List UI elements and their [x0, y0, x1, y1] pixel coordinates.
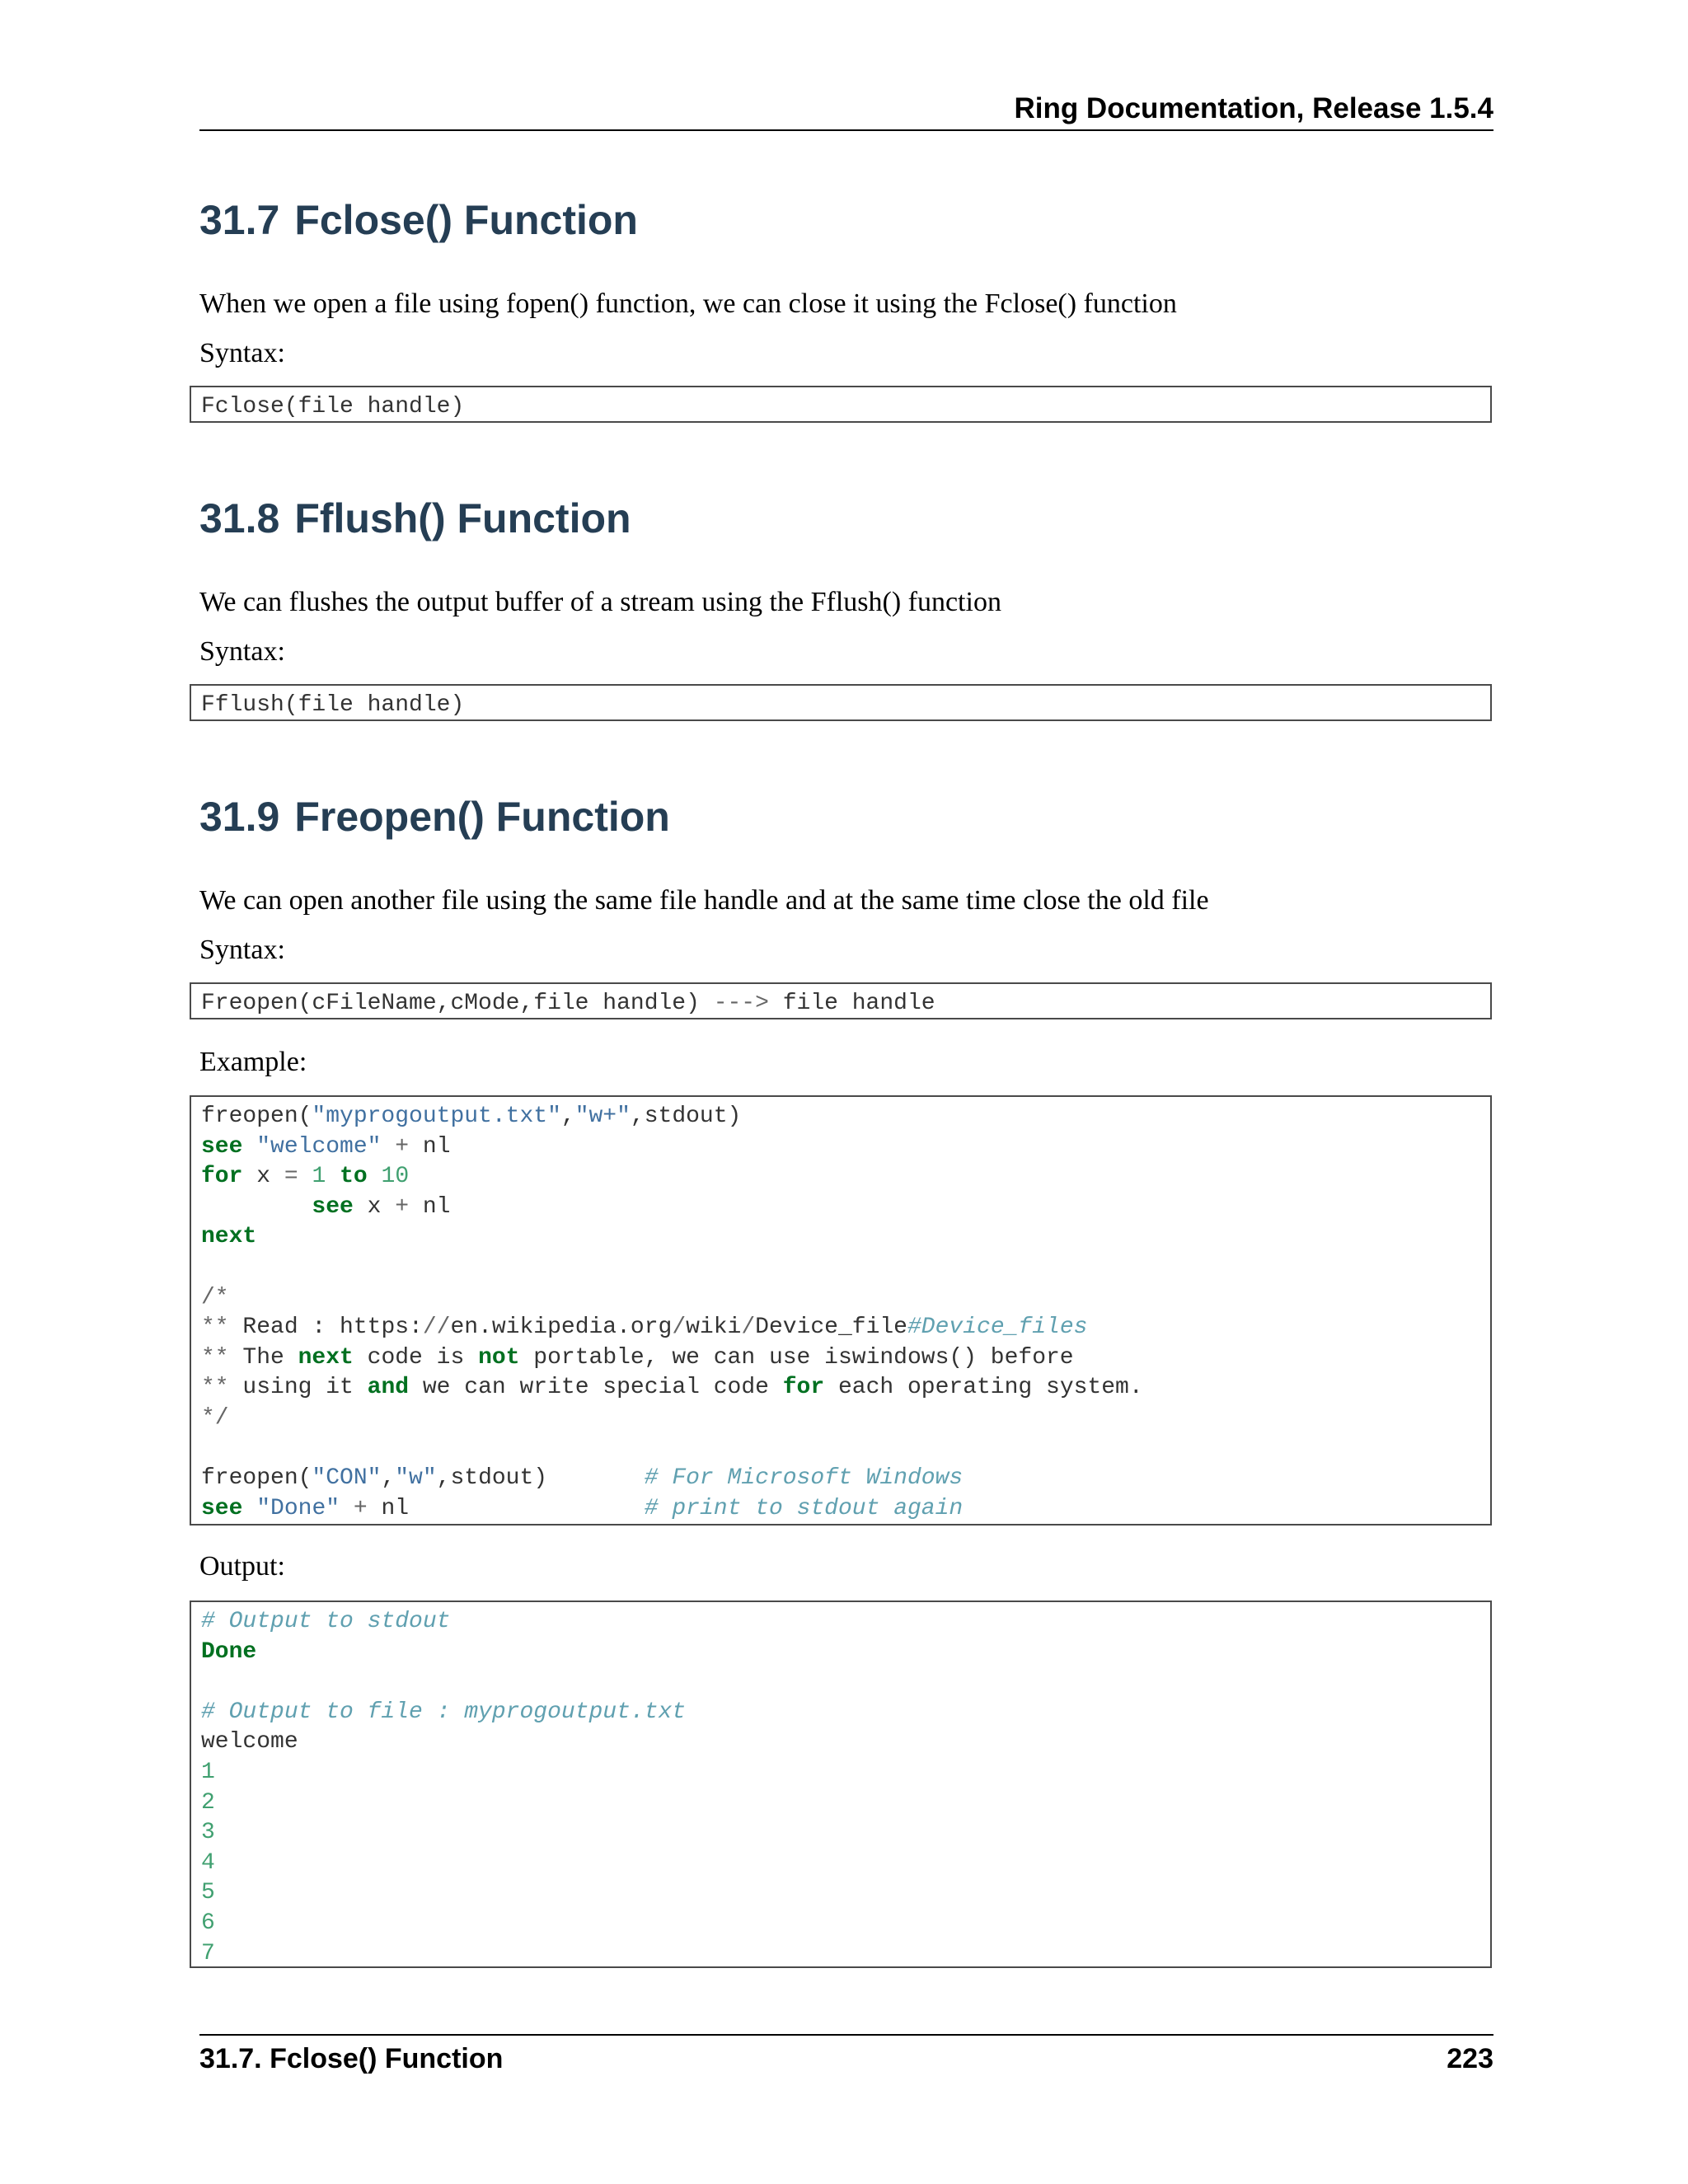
code-token: code is	[353, 1344, 479, 1371]
code-token: +	[395, 1193, 410, 1220]
syntax-code-block	[190, 386, 1492, 423]
code-line	[201, 1373, 1490, 1404]
code-line	[201, 1909, 1490, 1939]
code-line	[201, 1939, 1490, 1970]
code-token: "welcome"	[256, 1133, 382, 1160]
code-token: nl	[409, 1133, 451, 1160]
code-line	[201, 1132, 1490, 1163]
code-line	[201, 1667, 1490, 1698]
code-token: /	[741, 1315, 756, 1341]
code-token: #Device_files	[907, 1315, 1088, 1341]
code-token: next	[298, 1344, 354, 1371]
code-token: "myprogoutput.txt"	[312, 1104, 561, 1129]
code-line	[201, 1222, 1490, 1253]
code-token: see	[201, 1133, 243, 1160]
code-line	[201, 1494, 1490, 1525]
code-token: and	[367, 1375, 410, 1401]
section-number: 31.9	[199, 794, 280, 840]
running-header: Ring Documentation, Release 1.5.4	[1014, 92, 1493, 124]
syntax-code-block	[190, 684, 1492, 721]
code-token: freopen(	[201, 1465, 312, 1492]
code-token: see	[312, 1193, 354, 1220]
section-title: Fclose() Function	[294, 197, 638, 243]
header-divider	[199, 129, 1493, 131]
code-line	[201, 1727, 1490, 1758]
code-token: each operating system.	[824, 1375, 1143, 1401]
code-token: 4	[201, 1849, 215, 1876]
code-token: x	[353, 1193, 396, 1220]
code-token	[201, 1194, 312, 1220]
code-token: next	[201, 1224, 257, 1250]
output-code-block	[190, 1601, 1492, 1968]
code-line	[201, 1464, 1490, 1494]
section-number: 31.8	[199, 495, 280, 541]
footer-divider	[199, 2034, 1493, 2036]
code-token: for	[201, 1164, 243, 1190]
code-token: 6	[201, 1910, 215, 1936]
code-token: x	[242, 1164, 284, 1190]
code-token: for	[782, 1375, 825, 1401]
code-token: =	[284, 1164, 298, 1190]
code-token: **	[201, 1375, 229, 1401]
code-text: Fflush(file handle)	[201, 692, 465, 718]
code-token: using it	[228, 1375, 368, 1401]
code-line: Fclose(file handle)	[201, 394, 465, 419]
code-token: 3	[201, 1820, 215, 1846]
code-line	[201, 1698, 1490, 1728]
code-token: **	[201, 1315, 229, 1341]
section-heading-freopen	[199, 793, 670, 841]
code-token: ,	[381, 1465, 396, 1492]
example-label: Example:	[199, 1047, 307, 1077]
section-description: When we open a file using fopen() function, we can close it using the Fclose() function	[199, 288, 1177, 319]
code-line	[201, 1343, 1490, 1374]
code-line	[201, 1638, 1490, 1668]
code-token	[368, 1164, 382, 1189]
code-token: we can write special code	[409, 1375, 783, 1401]
page-number: 223	[1447, 2043, 1493, 2074]
code-token	[242, 1134, 256, 1160]
code-line	[201, 691, 1490, 721]
code-token: "w"	[395, 1465, 437, 1492]
syntax-code-block	[190, 982, 1492, 1019]
footer-section-title: 31.7. Fclose() Function	[199, 2043, 504, 2074]
code-line	[201, 1788, 1490, 1819]
code-token: en.wikipedia.org	[450, 1315, 673, 1341]
example-code-block	[190, 1095, 1492, 1526]
code-token: "w+"	[574, 1104, 631, 1129]
code-line	[201, 1849, 1490, 1879]
code-token: 2	[201, 1789, 215, 1816]
code-token: not	[478, 1344, 520, 1371]
output-label: Output:	[199, 1551, 285, 1582]
code-token	[381, 1134, 395, 1160]
code-token: wiki	[686, 1315, 742, 1341]
code-token: ,	[560, 1104, 575, 1129]
section-title: Freopen() Function	[294, 794, 670, 840]
code-line	[201, 989, 1490, 1019]
code-token: 10	[381, 1164, 410, 1190]
code-token: 1	[312, 1164, 326, 1190]
code-token: */	[201, 1404, 229, 1431]
code-token: The	[228, 1344, 298, 1371]
code-token: /	[672, 1315, 687, 1341]
code-token: Device_file	[755, 1315, 907, 1341]
code-line	[201, 1607, 1490, 1638]
code-line	[201, 1162, 1490, 1193]
code-token: # print to stdout again	[644, 1495, 964, 1521]
code-token: 5	[201, 1880, 215, 1906]
code-token: "Done"	[256, 1495, 340, 1521]
section-description: We can flushes the output buffer of a stream using the Fflush() function	[199, 587, 1001, 617]
code-token: # For Microsoft Windows	[644, 1465, 964, 1492]
code-token: 7	[201, 1940, 215, 1966]
code-line	[201, 1313, 1490, 1343]
code-token: //	[422, 1315, 451, 1341]
code-token: 1	[201, 1759, 215, 1785]
code-token: Read : https:	[228, 1315, 423, 1341]
code-token: # Output to stdout	[201, 1609, 451, 1634]
code-line	[201, 1878, 1490, 1909]
code-text: file handle	[768, 991, 935, 1016]
code-token: portable, we can use iswindows() before	[519, 1344, 1074, 1371]
code-line	[201, 1758, 1490, 1788]
code-token: welcome	[201, 1729, 298, 1755]
code-text: Freopen(cFileName,cMode,file handle)	[201, 991, 714, 1016]
code-line	[201, 1102, 1490, 1132]
code-token: "CON"	[312, 1465, 382, 1492]
code-token: +	[395, 1133, 410, 1160]
code-line	[201, 1193, 1490, 1223]
code-token	[340, 1496, 354, 1521]
code-token: freopen(	[201, 1104, 312, 1129]
code-line	[201, 1434, 1490, 1465]
section-heading-fclose	[199, 196, 638, 244]
code-token: **	[201, 1344, 229, 1371]
code-arrow: --->	[713, 991, 769, 1016]
code-token: /*	[201, 1284, 229, 1310]
code-token: nl	[409, 1193, 451, 1220]
syntax-label: Syntax:	[199, 935, 285, 965]
code-token: nl	[367, 1495, 645, 1521]
code-token	[326, 1164, 340, 1189]
code-line	[201, 1404, 1490, 1434]
syntax-label: Syntax:	[199, 338, 285, 368]
code-token: ,stdout)	[630, 1104, 742, 1129]
section-title: Fflush() Function	[294, 495, 631, 541]
syntax-label: Syntax:	[199, 636, 285, 667]
code-token: # Output to file : myprogoutput.txt	[201, 1699, 687, 1725]
section-description: We can open another file using the same file handle and at the same time close the old file	[199, 885, 1209, 916]
code-line	[201, 1818, 1490, 1849]
section-heading-fflush	[199, 494, 631, 542]
code-token	[242, 1496, 256, 1521]
code-token: +	[353, 1495, 368, 1521]
code-line	[201, 1253, 1490, 1283]
section-number: 31.7	[199, 197, 280, 243]
code-token: ,stdout)	[436, 1465, 645, 1492]
code-token	[298, 1164, 312, 1189]
code-token: to	[340, 1164, 368, 1190]
code-token: Done	[201, 1638, 257, 1665]
code-line	[201, 1283, 1490, 1314]
code-token: see	[201, 1495, 243, 1521]
